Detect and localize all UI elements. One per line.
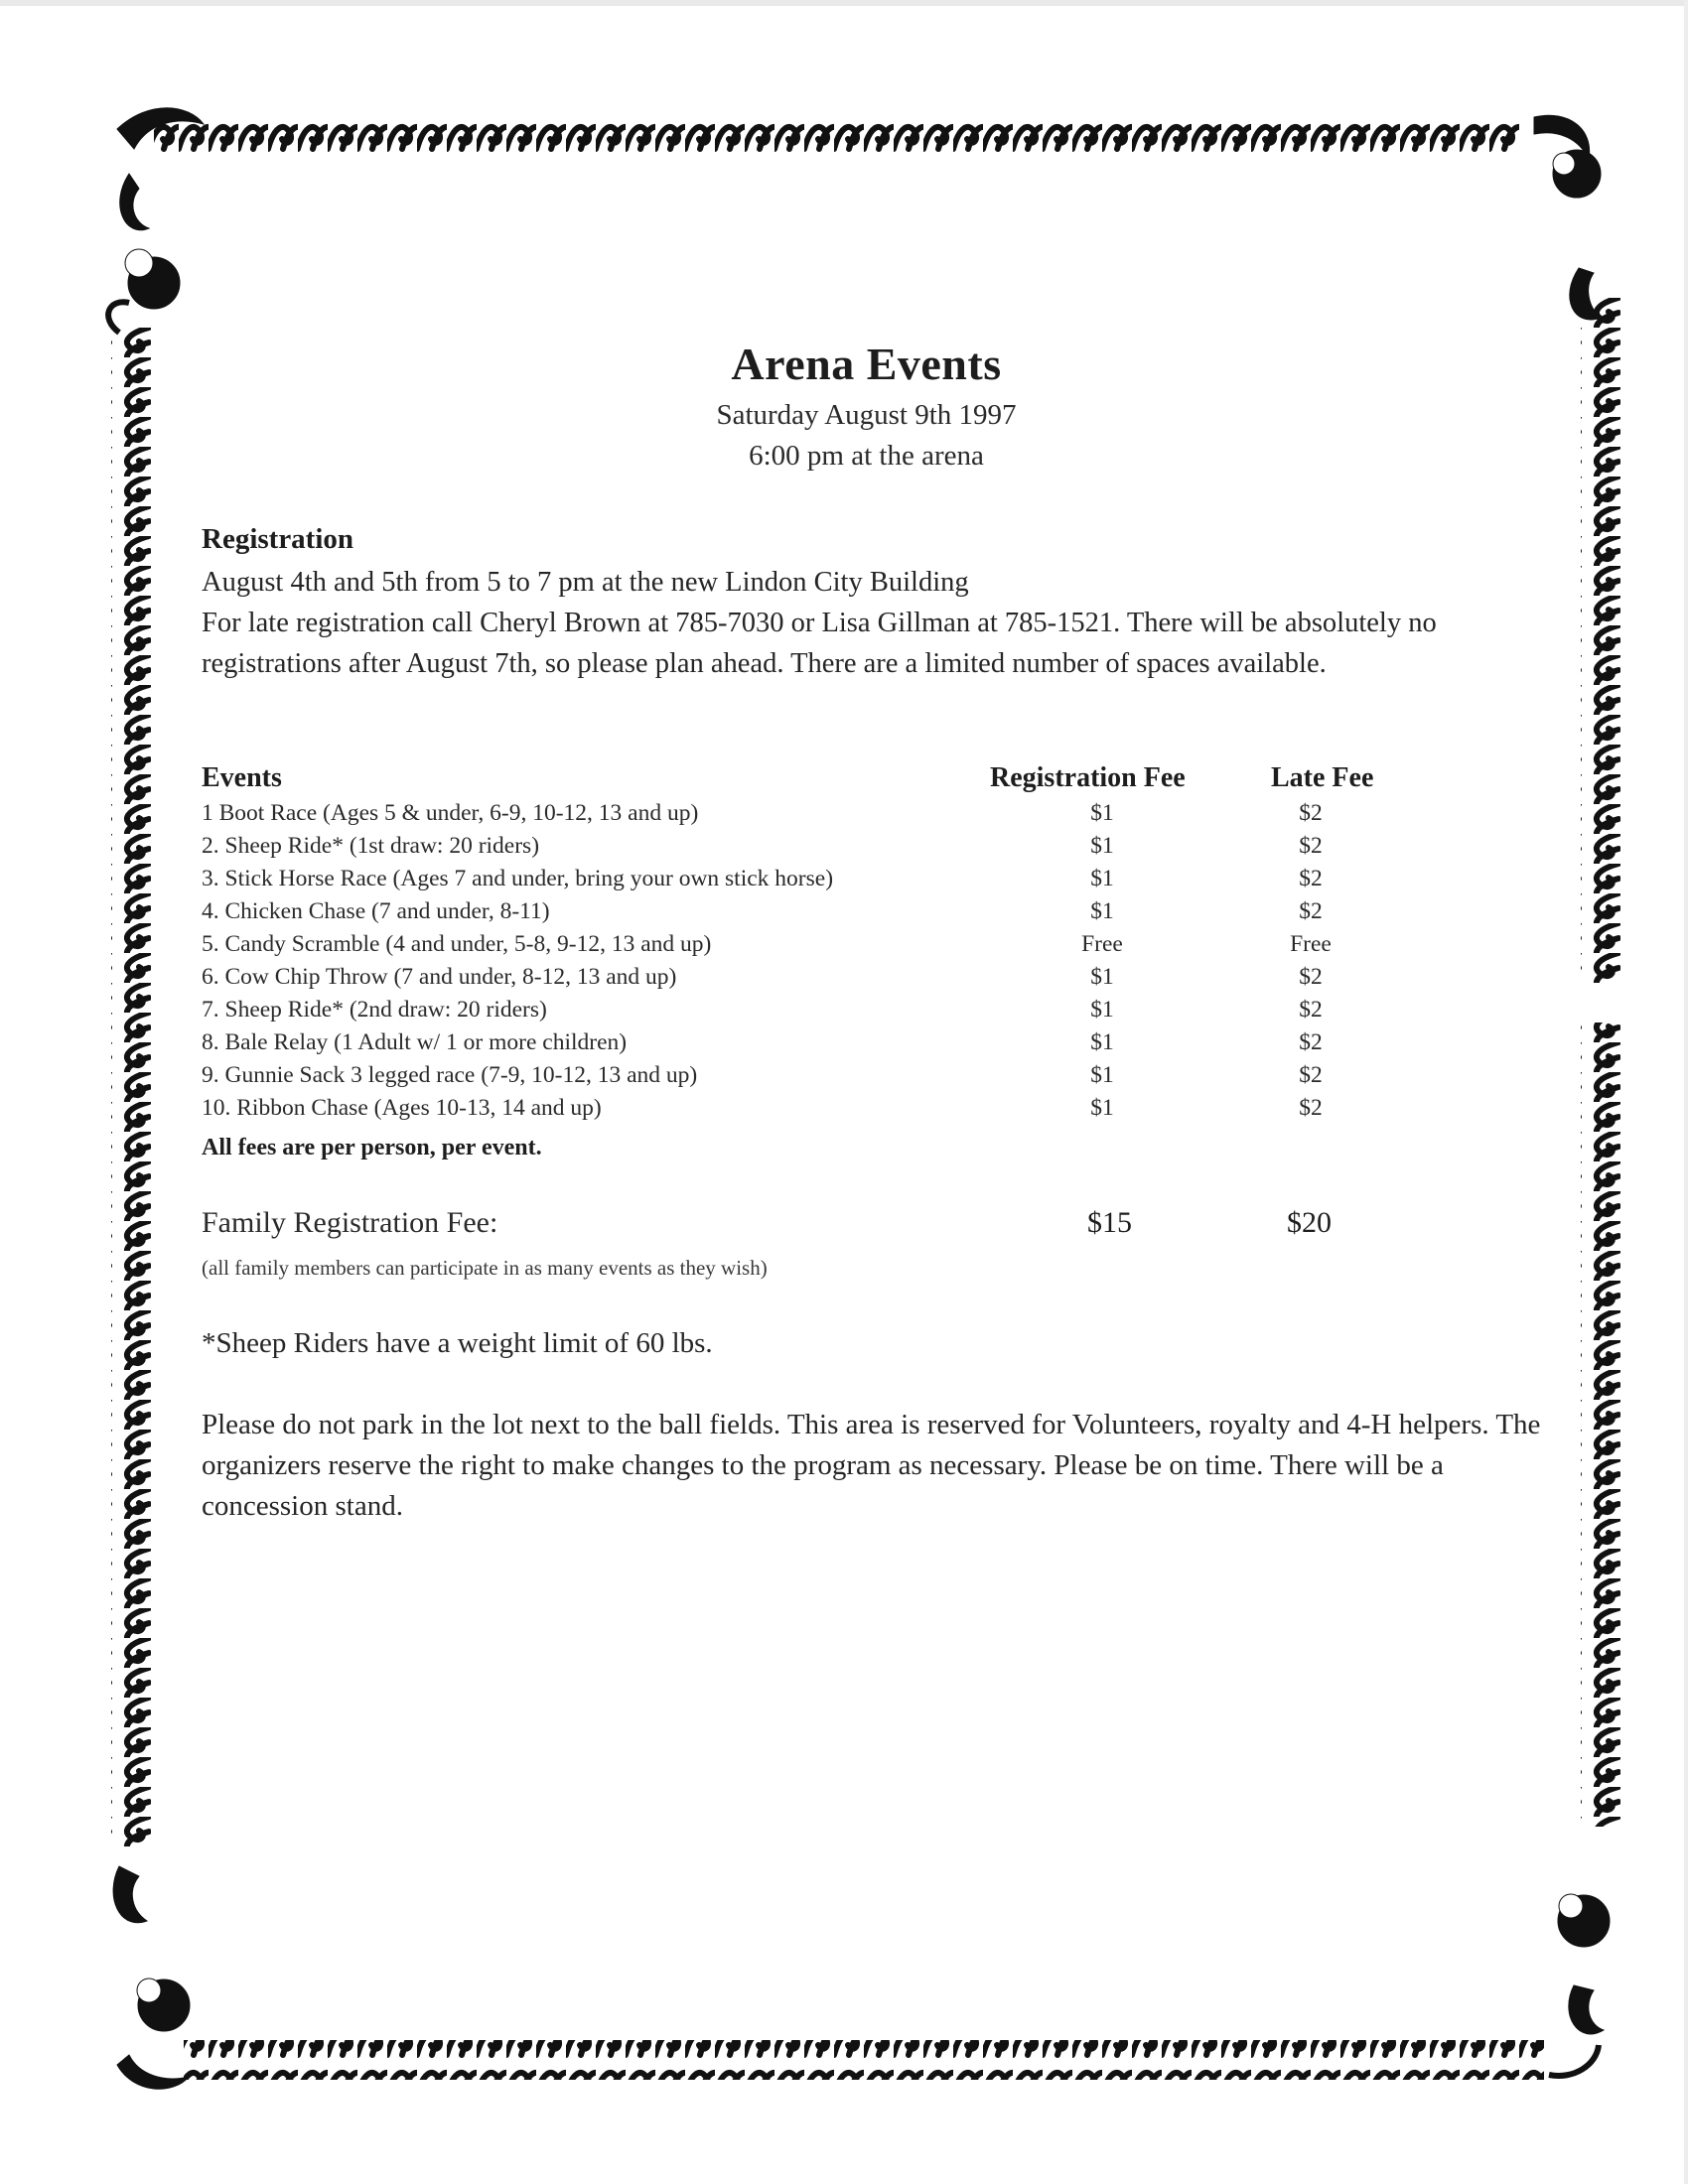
event-registration-fee: $1	[1090, 1095, 1114, 1121]
fees-note: All fees are per person, per event.	[202, 1135, 542, 1160]
registration-fee-column-header: Registration Fee	[990, 762, 1186, 793]
event-time-place: 6:00 pm at the arena	[749, 440, 984, 472]
event-name: 9. Gunnie Sack 3 legged race (7-9, 10-12, 13 and up)	[202, 1062, 698, 1088]
late-fee-column-header: Late Fee	[1271, 762, 1374, 793]
event-late-fee: $2	[1299, 898, 1323, 924]
event-registration-fee: $1	[1090, 997, 1114, 1023]
sheep-weight-note: *Sheep Riders have a weight limit of 60 lbs.	[202, 1327, 713, 1359]
event-late-fee: $2	[1299, 964, 1323, 990]
event-registration-fee: $1	[1090, 833, 1114, 859]
event-registration-fee: $1	[1090, 1029, 1114, 1055]
family-registration-fee: $15	[1087, 1206, 1132, 1239]
event-registration-fee: $1	[1090, 1062, 1114, 1088]
event-name: 8. Bale Relay (1 Adult w/ 1 or more children)	[202, 1029, 628, 1055]
table-row	[0, 898, 1688, 931]
event-name: 2. Sheep Ride* (1st draw: 20 riders)	[202, 833, 540, 859]
event-registration-fee: $1	[1090, 898, 1114, 924]
event-date: Saturday August 9th 1997	[716, 399, 1017, 431]
events-column-header: Events	[202, 762, 282, 793]
event-name: 6. Cow Chip Throw (7 and under, 8-12, 13 and up)	[202, 964, 677, 990]
table-row	[0, 1029, 1688, 1062]
registration-dates: August 4th and 5th from 5 to 7 pm at the new Lindon City Building	[202, 567, 969, 598]
table-row	[0, 997, 1688, 1029]
event-late-fee: $2	[1299, 833, 1323, 859]
family-fee-note: (all family members can participate in as many events as they wish)	[202, 1256, 768, 1280]
event-late-fee: $2	[1299, 997, 1323, 1023]
family-fee-label: Family Registration Fee:	[202, 1206, 498, 1239]
table-row	[0, 866, 1688, 898]
scan-edge	[0, 0, 1688, 6]
event-name: 3. Stick Horse Race (Ages 7 and under, bring your own stick horse)	[202, 866, 834, 891]
table-row	[0, 931, 1688, 964]
event-name: 4. Chicken Chase (7 and under, 8-11)	[202, 898, 550, 924]
page-title: Arena Events	[731, 339, 1002, 389]
event-name: 5. Candy Scramble (4 and under, 5-8, 9-12, 13 and up)	[202, 931, 712, 957]
table-row	[0, 1062, 1688, 1095]
registration-details: For late registration call Cheryl Brown at 785-7030 or Lisa Gillman at 785-1521. There will be absolutely no registrations after August 7th, so please plan ahead. There are a limited number of spaces available.	[202, 608, 1437, 679]
event-registration-fee: $1	[1090, 866, 1114, 891]
event-registration-fee: $1	[1090, 964, 1114, 990]
table-row	[0, 833, 1688, 866]
event-registration-fee: $1	[1090, 800, 1114, 826]
event-late-fee: $2	[1299, 800, 1323, 826]
event-name: 1 Boot Race (Ages 5 & under, 6-9, 10-12, 13 and up)	[202, 800, 699, 826]
event-late-fee: $2	[1299, 1029, 1323, 1055]
closing-paragraph: Please do not park in the lot next to the ball fields. This area is reserved for Volunteers, royalty and 4-H helpers. The organizers reserve the right to make changes to the program as necessary. Please be on time. There will be a concession stand.	[202, 1409, 1541, 1522]
registration-heading: Registration	[202, 523, 354, 555]
event-late-fee: $2	[1299, 866, 1323, 891]
family-late-fee: $20	[1287, 1206, 1332, 1239]
event-registration-fee: Free	[1081, 931, 1123, 957]
event-name: 10. Ribbon Chase (Ages 10-13, 14 and up)	[202, 1095, 602, 1121]
event-late-fee: $2	[1299, 1095, 1323, 1121]
event-late-fee: $2	[1299, 1062, 1323, 1088]
table-row	[0, 1095, 1688, 1128]
table-row	[0, 964, 1688, 997]
event-name: 7. Sheep Ride* (2nd draw: 20 riders)	[202, 997, 547, 1023]
event-late-fee: Free	[1290, 931, 1332, 957]
table-row	[0, 800, 1688, 833]
